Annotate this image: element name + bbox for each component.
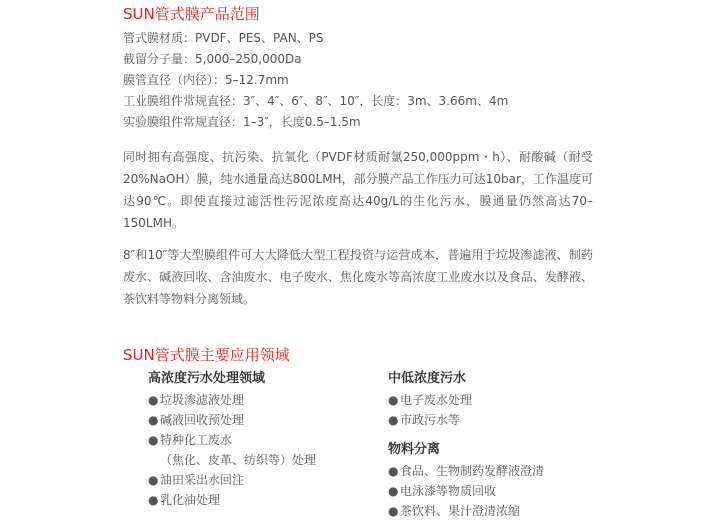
- large-module-paragraph: 8″和10″等大型膜组件可大大降低大型工程投资与运营成本，普遍用于垃圾渗滤液、制药废水、碱液回收、含油废水、电子废水、焦化废水等高浓度工业废水以及食品、发酵液、茶饮料等物料分离领域。: [123, 248, 593, 306]
- product-range-title: SUN管式膜产品范围: [123, 5, 260, 23]
- spec-tube-diameter: 膜管直径（内径）：5–12.7mm: [123, 73, 289, 87]
- bullet-icon: ●: [388, 393, 399, 407]
- performance-paragraph: 同时拥有高强度、抗污染、抗氧化（PVDF材质耐氯250,000ppm・h）、耐酸碱（耐受20%NaOH）膜，纯水通量高达800LMH，部分膜产品工作压力可达10bar，工作温度可达90℃。即使直接过滤活性污泥浓度高达40g/L的生化污水，膜通量仍然高达70–150LMH。: [123, 150, 593, 230]
- list-item: ● 电泳漆等物质回收: [388, 481, 598, 501]
- bullet-icon: ●: [388, 464, 399, 478]
- list-item: ● 电子废水处理: [388, 390, 598, 410]
- list-item: ● 特种化工废水: [148, 430, 368, 450]
- list-item: ● 碱液回收预处理: [148, 410, 368, 430]
- low-concentration-list: [388, 390, 598, 430]
- high-concentration-list: [148, 390, 368, 510]
- bullet-icon: ●: [148, 433, 159, 447]
- high-concentration-heading: 高浓度污水处理领域: [148, 371, 266, 386]
- list-item: ● 油田采出水回注: [148, 470, 368, 490]
- bullet-icon: ●: [148, 493, 159, 507]
- bullet-icon: ●: [388, 504, 399, 518]
- list-item: ● 垃圾渗滤液处理: [148, 390, 368, 410]
- spec-list: [123, 28, 593, 133]
- applications-title: SUN管式膜主要应用领域: [123, 346, 290, 364]
- low-concentration-column: [388, 369, 598, 521]
- material-separation-heading: 物料分离: [388, 442, 441, 457]
- list-item: ● 茶饮料、果汁澄清浓缩: [388, 501, 598, 521]
- list-item: ● 食品、生物制药发酵液澄清: [388, 461, 598, 481]
- spec-lab-module: 实验膜组件常规直径：1–3″，长度0.5–1.5m: [123, 115, 361, 129]
- high-concentration-column: [148, 369, 368, 510]
- bullet-icon: ●: [388, 413, 399, 427]
- list-item-continuation: （焦化、皮革、纺织等）处理: [160, 453, 317, 467]
- bullet-icon: ●: [148, 393, 159, 407]
- list-item: ● 市政污水等: [388, 410, 598, 430]
- list-item: ● 乳化油处理: [148, 490, 368, 510]
- bullet-icon: ●: [388, 484, 399, 498]
- spec-mwco: 截留分子量：5,000–250,000Da: [123, 52, 302, 66]
- spec-material: 管式膜材质：PVDF、PES、PAN、PS: [123, 31, 324, 45]
- material-separation-list: [388, 461, 598, 521]
- bullet-icon: ●: [148, 473, 159, 487]
- bullet-icon: ●: [148, 413, 159, 427]
- low-concentration-heading: 中低浓度污水: [388, 371, 467, 386]
- spec-industrial-module: 工业膜组件常规直径：3″、4″、6″、8″、10″，长度：3m、3.66m、4m: [123, 94, 509, 108]
